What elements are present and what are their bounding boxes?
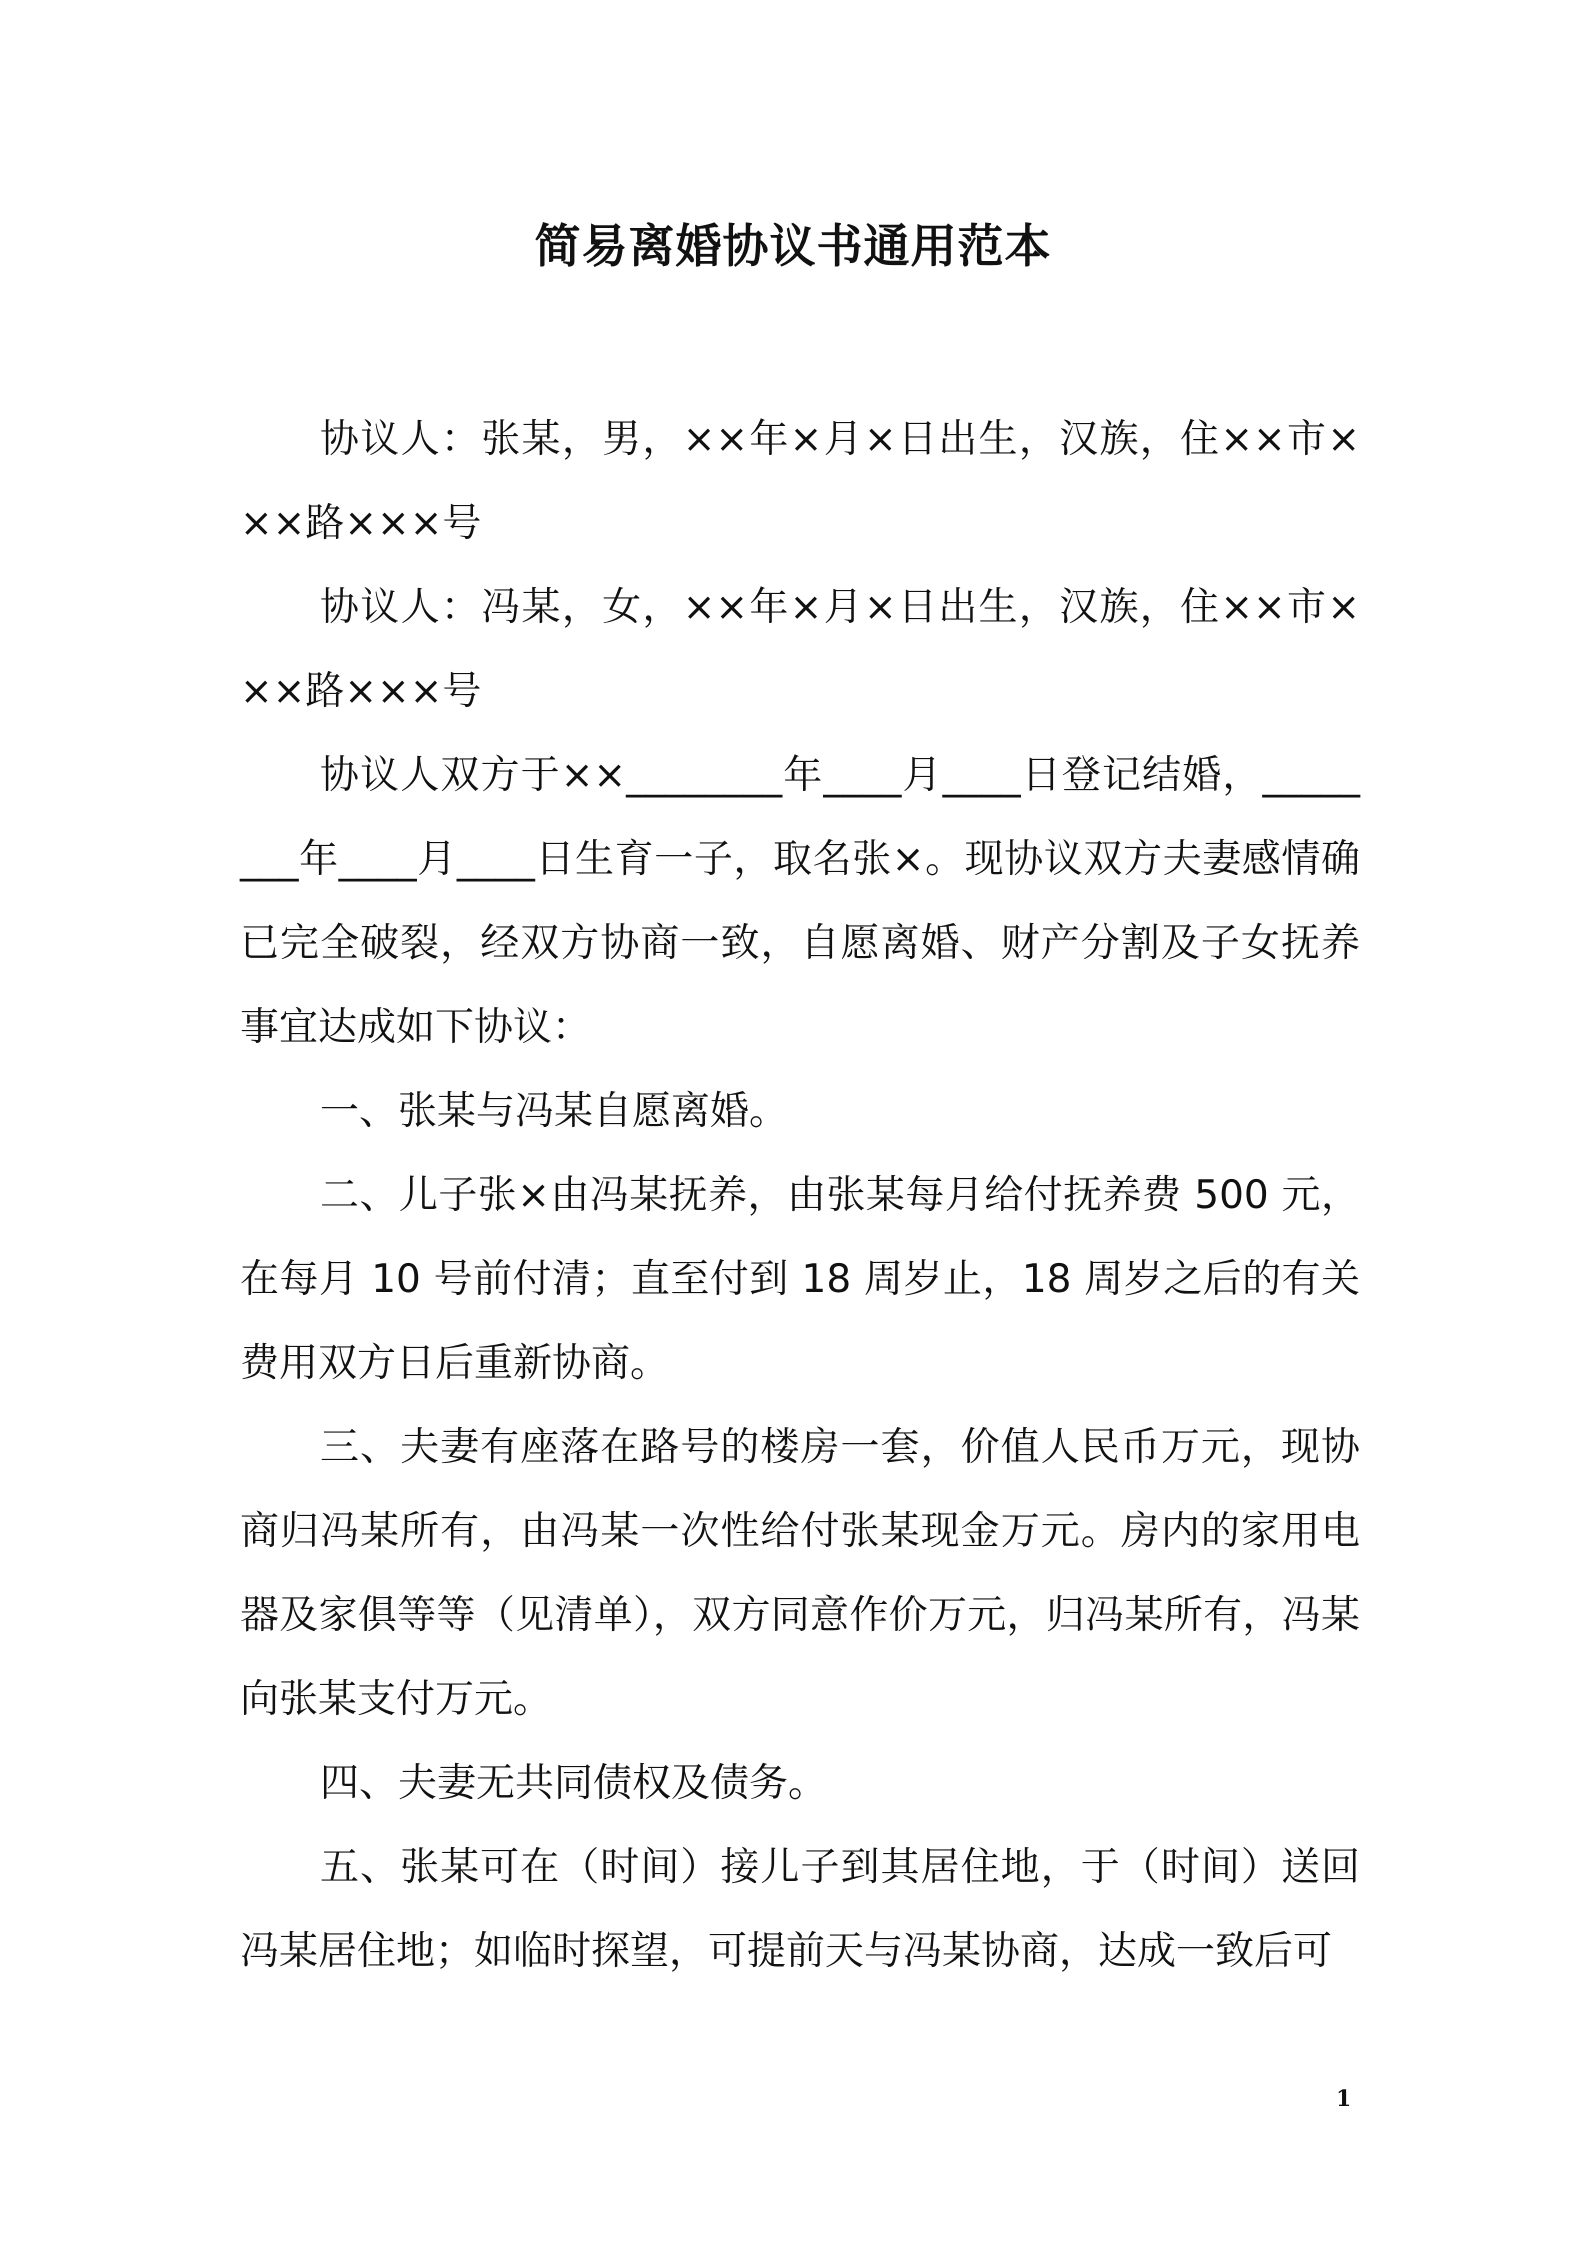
party-one-paragraph: 协议人：张某，男，××年×月×日出生，汉族，住××市×××路×××号	[240, 417, 1360, 546]
clause-two-paragraph: 二、儿子张×由冯某抚养，由张某每月给付抚养费 500 元，在每月 10 号前付清；直至付到 18 周岁止，18 周岁之后的有关费用双方日后重新协商。	[240, 1173, 1360, 1386]
page-number: 1	[1336, 2086, 1352, 2112]
document-body	[240, 398, 1360, 1994]
clause-four-paragraph: 四、夫妻无共同债权及债务。	[320, 1761, 828, 1806]
document-title: 简易离婚协议书通用范本	[534, 219, 1052, 273]
clause-one-paragraph: 一、张某与冯某自愿离婚。	[320, 1089, 789, 1134]
clause-five-paragraph: 五、张某可在（时间）接儿子到其居住地，于（时间）送回冯某居住地；如临时探望，可提前天与冯某协商，达成一致后可	[240, 1845, 1360, 1974]
clause-three-paragraph: 三、夫妻有座落在路号的楼房一套，价值人民币万元，现协商归冯某所有，由冯某一次性给付张某现金万元。房内的家用电器及家俱等等（见清单），双方同意作价万元，归冯某所有，冯某向张某支付万元。	[240, 1425, 1360, 1722]
marriage-info-paragraph: 协议人双方于××________年____月____日登记结婚，________年____月____日生育一子，取名张×。现协议双方夫妻感情确已完全破裂，经双方协商一致，自愿离婚、财产分割及子女抚养事宜达成如下协议：	[240, 753, 1360, 1050]
party-two-paragraph: 协议人：冯某，女，××年×月×日出生，汉族，住××市×××路×××号	[240, 585, 1360, 714]
